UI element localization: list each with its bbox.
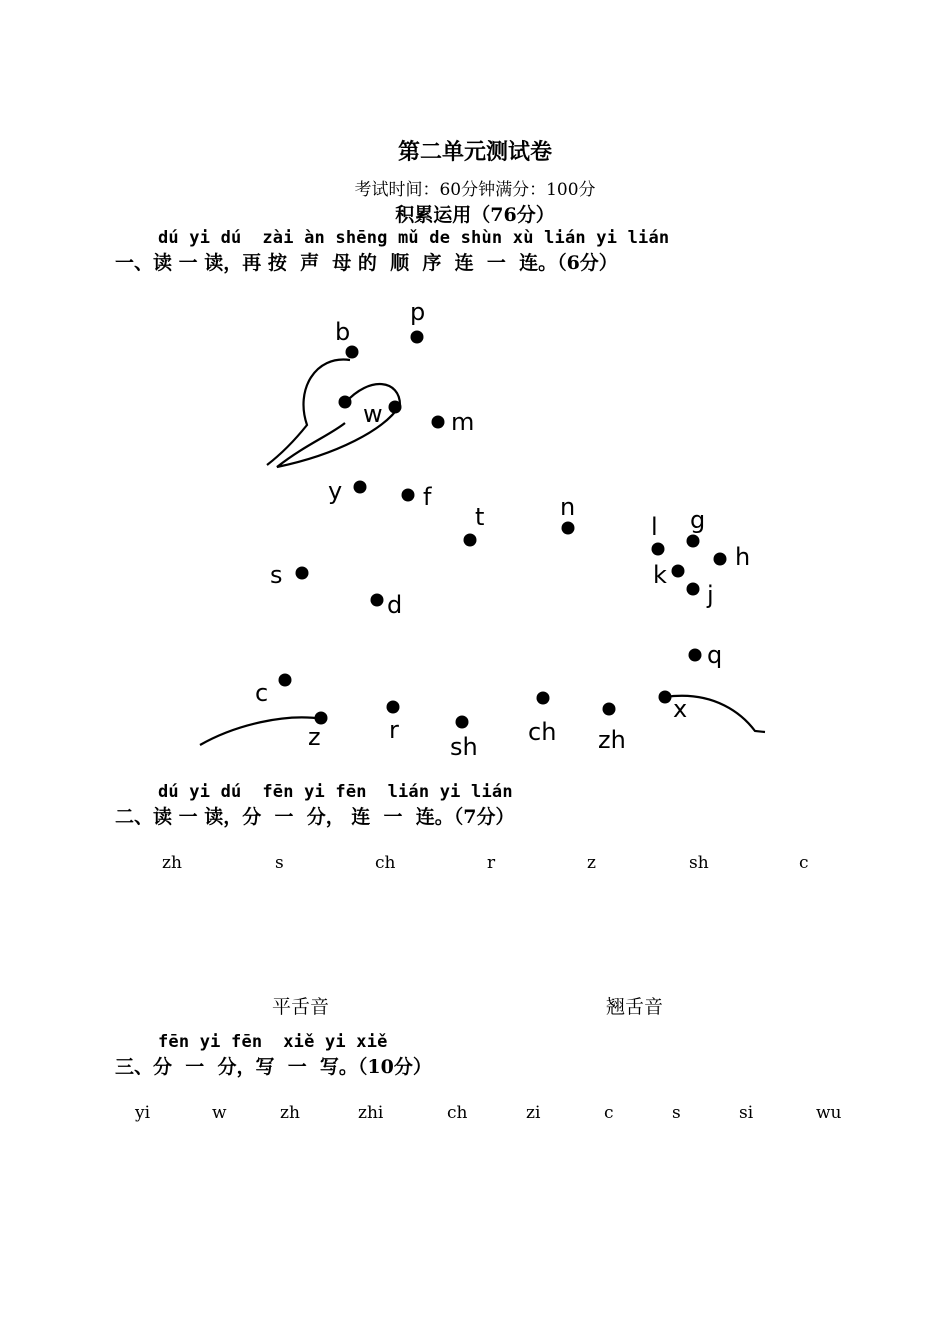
q2-option: ch [375, 853, 396, 873]
letter-n: n [560, 493, 576, 521]
dot-q [689, 649, 702, 662]
q2-option: zh [162, 853, 182, 873]
dots [279, 331, 727, 729]
q3-option: zh [280, 1103, 300, 1123]
category-retroflex: 翘舌音 [606, 996, 664, 1018]
category-flat-tongue: 平舌音 [272, 996, 330, 1018]
letter-d: d [387, 591, 403, 619]
letter-ch: ch [528, 718, 557, 746]
letter-m: m [451, 408, 475, 436]
dot-h [714, 553, 727, 566]
letter-zh: zh [598, 726, 626, 754]
dot-n [562, 522, 575, 535]
letter-w: w [363, 400, 383, 428]
q2-pinyin: dú yi dú fēn yi fēn lián yi lián [158, 782, 513, 802]
dot-sh [456, 716, 469, 729]
connect-dots-picture [195, 295, 770, 765]
letter-y: y [328, 477, 343, 505]
letter-b: b [335, 318, 351, 346]
dot-w2 [389, 401, 402, 414]
dot-j [687, 583, 700, 596]
dot-t [464, 534, 477, 547]
q2-option: z [587, 853, 596, 873]
q3-option: si [739, 1103, 754, 1123]
section-heading: 积累运用（76分） [395, 204, 555, 226]
q3-option: zhi [358, 1103, 384, 1123]
letter-r: r [389, 716, 399, 744]
letter-k: k [653, 561, 667, 589]
q2-option: sh [689, 853, 709, 873]
q3-option: ch [447, 1103, 468, 1123]
dot-b [346, 346, 359, 359]
dot-s [296, 567, 309, 580]
dot-y [354, 481, 367, 494]
letter-h: h [735, 543, 751, 571]
q3-option: c [604, 1103, 614, 1123]
q2-text: 二、读 一 读，分 一 分， 连 一 连。（7分） [115, 806, 515, 828]
q3-text: 三、分 一 分，写 一 写。（10分） [115, 1056, 432, 1078]
letter-sh: sh [450, 733, 478, 761]
dot-r [387, 701, 400, 714]
q2-option: s [275, 853, 284, 873]
q2-option: r [487, 853, 496, 873]
letter-l: l [651, 513, 658, 541]
letter-f: f [423, 483, 432, 511]
letter-s: s [270, 561, 283, 589]
letter-x: x [673, 695, 688, 723]
dot-l [652, 543, 665, 556]
letter-g: g [690, 506, 706, 534]
letter-j: j [707, 581, 714, 609]
q1-pinyin: dú yi dú zài àn shēng mǔ de shùn xù lián yi lián [158, 228, 670, 248]
q2-option: c [799, 853, 809, 873]
dot-ch [537, 692, 550, 705]
dot-p [411, 331, 424, 344]
exam-info: 考试时间：60分钟满分：100分 [354, 180, 596, 200]
letter-p: p [410, 298, 426, 326]
page-title: 第二单元测试卷 [397, 139, 552, 165]
dot-k [672, 565, 685, 578]
q3-option: wu [816, 1103, 842, 1123]
q3-option: yi [135, 1103, 151, 1123]
dot-f [402, 489, 415, 502]
q3-pinyin: fēn yi fēn xiě yi xiě [158, 1032, 388, 1052]
letter-c: c [255, 679, 269, 707]
letter-t: t [475, 503, 485, 531]
dot-c [279, 674, 292, 687]
q1-text: 一、读 一 读，再 按 声 母 的 顺 序 连 一 连。（6分） [115, 252, 618, 274]
q3-option: zi [526, 1103, 541, 1123]
dot-zh [603, 703, 616, 716]
dot-d [371, 594, 384, 607]
letter-q: q [707, 641, 723, 669]
dot-w1 [339, 396, 352, 409]
dot-g [687, 535, 700, 548]
letter-z: z [308, 723, 321, 751]
q3-option: s [672, 1103, 681, 1123]
q3-option: w [212, 1103, 227, 1123]
dot-m [432, 416, 445, 429]
dot-x [659, 691, 672, 704]
